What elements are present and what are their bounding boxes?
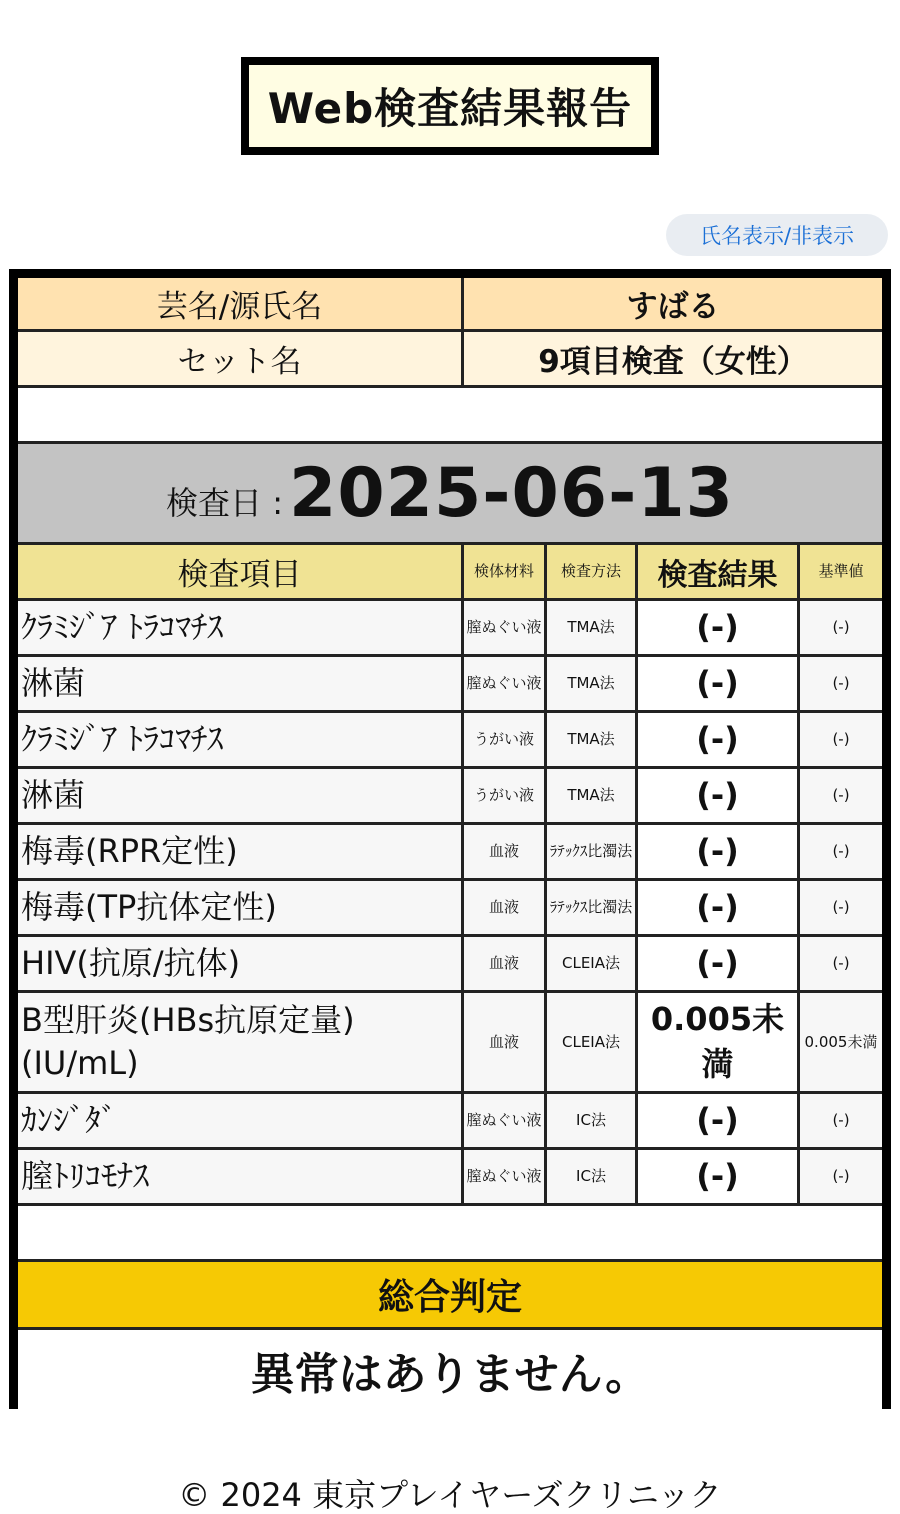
overall-judgement-result: 異常はありません。 <box>18 1330 882 1409</box>
header-result: 検査結果 <box>638 545 800 598</box>
row-material: 血液 <box>464 937 547 990</box>
row-method: ﾗﾃｯｸｽ比濁法 <box>547 881 638 934</box>
overall-judgement-header: 総合判定 <box>18 1262 882 1330</box>
table-row <box>18 1094 882 1150</box>
row-method: TMA法 <box>547 769 638 822</box>
row-result: (-) <box>638 1150 800 1203</box>
row-result: (-) <box>638 657 800 710</box>
row-method: CLEIA法 <box>547 993 638 1091</box>
row-method: TMA法 <box>547 713 638 766</box>
row-method: TMA法 <box>547 601 638 654</box>
row-result: (-) <box>638 601 800 654</box>
row-result: (-) <box>638 937 800 990</box>
toggle-name-button[interactable]: 氏名表示/非表示 <box>666 214 888 256</box>
table-row <box>18 713 882 769</box>
row-item: 膣ﾄﾘｺﾓﾅｽ <box>18 1150 464 1203</box>
row-method: IC法 <box>547 1150 638 1203</box>
row-item: B型肝炎(HBs抗原定量)(IU/mL) <box>18 993 464 1091</box>
header-material: 検体材料 <box>464 545 547 598</box>
row-material: 膣ぬぐい液 <box>464 657 547 710</box>
header-item: 検査項目 <box>18 545 464 598</box>
row-reference: (-) <box>800 769 882 822</box>
row-reference: 0.005未満 <box>800 993 882 1091</box>
row-material: うがい液 <box>464 713 547 766</box>
title-frame <box>241 57 659 155</box>
row-result: (-) <box>638 1094 800 1147</box>
row-material: 血液 <box>464 881 547 934</box>
row-method: CLEIA法 <box>547 937 638 990</box>
date-label: 検査日 : <box>166 484 283 522</box>
table-row <box>18 601 882 657</box>
row-item: ｸﾗﾐｼﾞｱ ﾄﾗｺﾏﾁｽ <box>18 713 464 766</box>
row-item: HIV(抗原/抗体) <box>18 937 464 990</box>
row-reference: (-) <box>800 937 882 990</box>
row-material: 膣ぬぐい液 <box>464 1094 547 1147</box>
patient-name: すばる <box>626 289 720 325</box>
row-result: (-) <box>638 769 800 822</box>
row-reference: (-) <box>800 1094 882 1147</box>
row-material: 血液 <box>464 825 547 878</box>
row-result: (-) <box>638 825 800 878</box>
set-name: 9項目検査（女性） <box>538 344 808 380</box>
row-item: ｸﾗﾐｼﾞｱ ﾄﾗｺﾏﾁｽ <box>18 601 464 654</box>
row-item: 淋菌 <box>18 657 464 710</box>
spacer-row <box>18 1206 882 1262</box>
row-item: ｶﾝｼﾞﾀﾞ <box>18 1094 464 1147</box>
row-result: (-) <box>638 881 800 934</box>
date-row <box>18 444 882 545</box>
page-title: Web検査結果報告 <box>249 65 651 147</box>
table-row <box>18 657 882 713</box>
row-reference: (-) <box>800 601 882 654</box>
row-material: うがい液 <box>464 769 547 822</box>
row-method: TMA法 <box>547 657 638 710</box>
row-method: IC法 <box>547 1094 638 1147</box>
row-item: 淋菌 <box>18 769 464 822</box>
set-label: セット名 <box>18 332 464 385</box>
row-reference: (-) <box>800 881 882 934</box>
row-reference: (-) <box>800 657 882 710</box>
table-row <box>18 993 882 1094</box>
row-material: 膣ぬぐい液 <box>464 601 547 654</box>
row-result: 0.005未満 <box>638 993 800 1091</box>
test-date: 2025-06-13 <box>289 454 734 533</box>
header-method: 検査方法 <box>547 545 638 598</box>
row-method: ﾗﾃｯｸｽ比濁法 <box>547 825 638 878</box>
row-material: 血液 <box>464 993 547 1091</box>
patient-label: 芸名/源氏名 <box>18 278 464 329</box>
header-reference: 基準値 <box>818 562 864 581</box>
footer-copyright: © 2024 東京プレイヤーズクリニック <box>178 1476 722 1514</box>
table-row <box>18 937 882 993</box>
table-row <box>18 769 882 825</box>
table-row <box>18 825 882 881</box>
spacer-row <box>18 388 882 444</box>
table-header-row <box>18 545 882 601</box>
row-material: 膣ぬぐい液 <box>464 1150 547 1203</box>
row-reference: (-) <box>800 713 882 766</box>
row-result: (-) <box>638 713 800 766</box>
row-reference: (-) <box>800 1150 882 1203</box>
row-item: 梅毒(TP抗体定性) <box>18 881 464 934</box>
patient-row <box>18 278 882 332</box>
results-table <box>9 269 891 1409</box>
table-row <box>18 881 882 937</box>
row-reference: (-) <box>800 825 882 878</box>
table-row <box>18 1150 882 1206</box>
set-row <box>18 332 882 388</box>
row-item: 梅毒(RPR定性) <box>18 825 464 878</box>
